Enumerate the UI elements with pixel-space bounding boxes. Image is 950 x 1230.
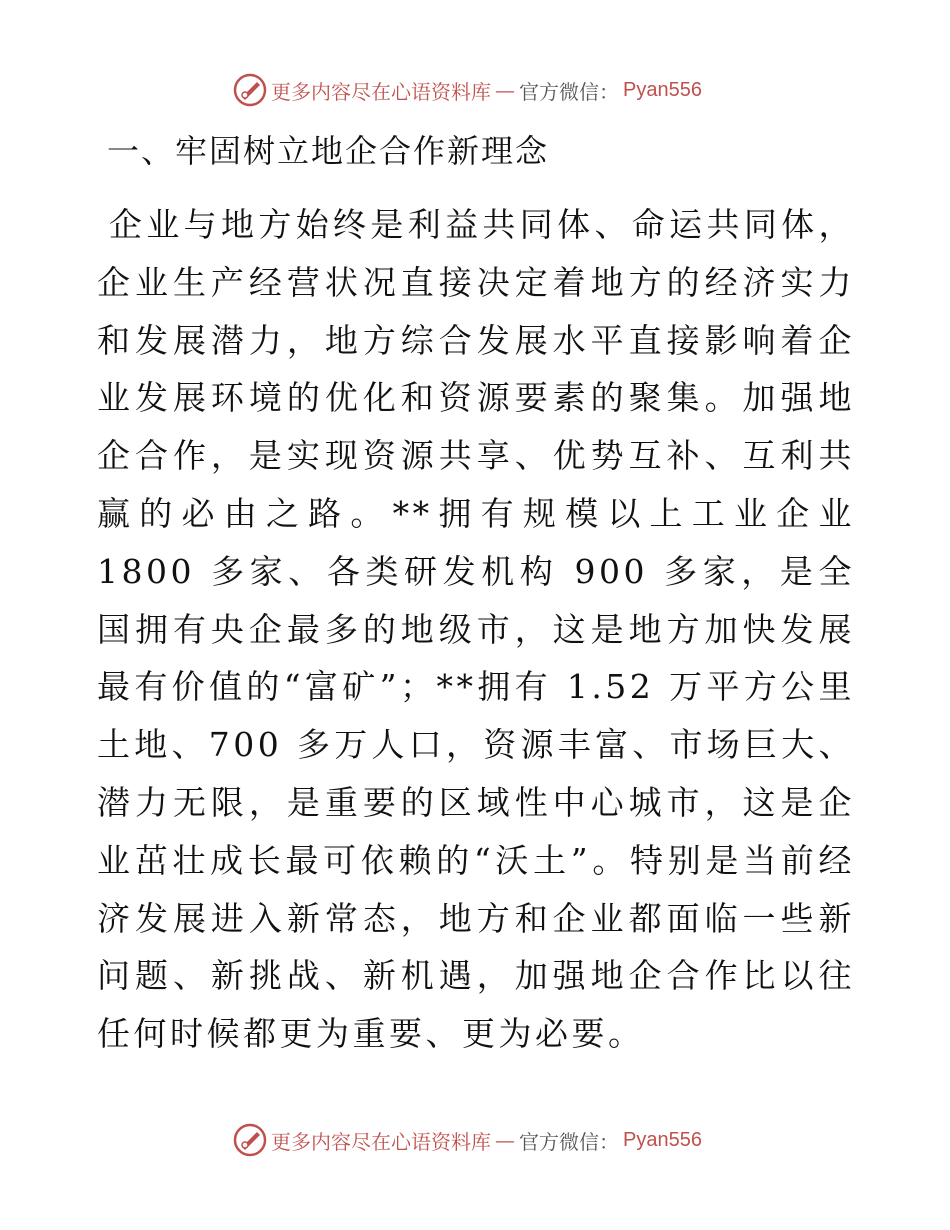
footer-banner bbox=[233, 1122, 702, 1158]
banner-dash: — bbox=[495, 1128, 515, 1152]
banner-text: 更多内容尽在心语资料库 bbox=[271, 1129, 491, 1154]
header-banner bbox=[233, 72, 702, 108]
banner-subtitle: 官方微信： bbox=[519, 1129, 619, 1154]
logo-icon bbox=[233, 1123, 267, 1157]
body-paragraph: 企业与地方始终是利益共同体、命运共同体，企业生产经营状况直接决定着地方的经济实力和发展潜力，地方综合发展水平直接影响着企业发展环境的优化和资源要素的聚集。加强地企合作，是实现资源共享、优势互补、互利共赢的必由之路。**拥有规模以上工业企业 1800 多家、各类研发机构 900 多家，是全国拥有央企最多的地级市，这是地方加快发展最有价值的“富矿”；**拥有 1.52 万平方公里土地、700 多万人口，资源丰富、市场巨大、潜力无限，是重要的区域性中心城市，这是企业茁壮成长最可依赖的“沃土”。特别是当前经济发展进入新常态，地方和企业都面临一些新问题、新挑战、新机遇，加强地企合作比以往任何时候都更为重要、更为必要。 bbox=[97, 205, 855, 1054]
banner-wechat-id: Pyan556 bbox=[623, 78, 702, 101]
section-heading: 一、牢固树立地企合作新理念 bbox=[107, 132, 550, 170]
logo-icon bbox=[233, 73, 267, 107]
banner-subtitle: 官方微信： bbox=[519, 79, 619, 104]
banner-wechat-id: Pyan556 bbox=[623, 1128, 702, 1151]
banner-dash: — bbox=[495, 78, 515, 102]
banner-text: 更多内容尽在心语资料库 bbox=[271, 79, 491, 104]
